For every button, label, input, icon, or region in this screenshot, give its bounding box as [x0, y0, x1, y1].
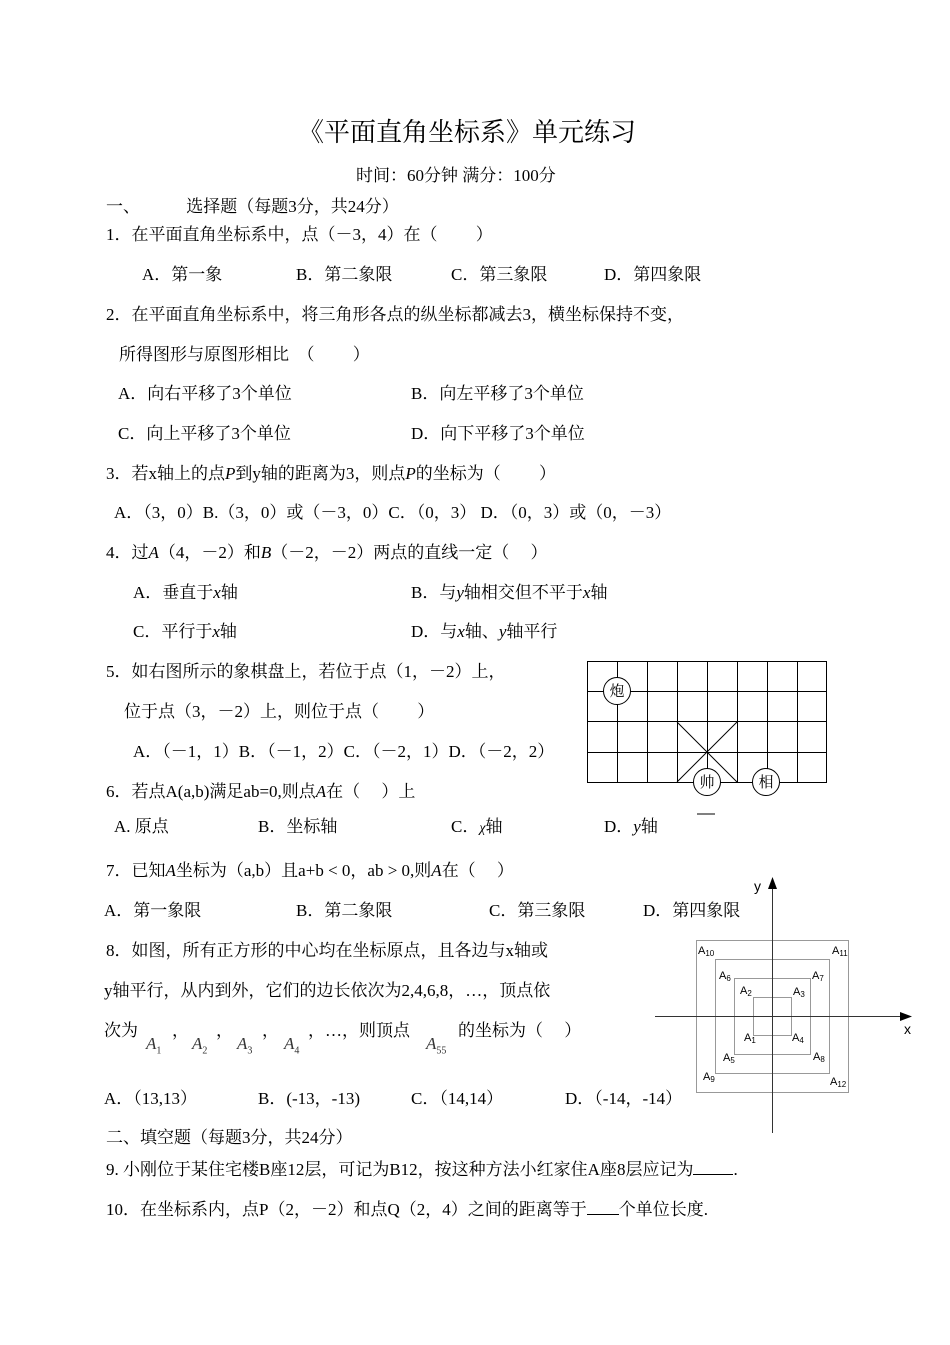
q5-options: A．（－1，1）B．（－1，2）C．（－2，1）D．（－2，2）	[133, 742, 555, 761]
symbol-a4-text: $A_4$	[284, 1034, 300, 1057]
q4-text-3: （－2，－2）两点的直线一定（ ）	[271, 543, 548, 562]
q6-c-chi: χ	[479, 821, 486, 836]
symbol-a55	[426, 1034, 446, 1056]
symbol-a1-text: $A_1$	[146, 1034, 162, 1057]
q6-c-axis: 轴	[485, 817, 503, 836]
q4-option-d	[411, 622, 557, 642]
q6-d-axis: 轴	[640, 817, 658, 836]
q3-text-2: 到y轴的距离为3，则点	[235, 464, 406, 483]
section-title: 选择题（每题3分，共24分）	[186, 197, 399, 216]
q2-option-b: B．向左平移了3个单位	[411, 384, 584, 403]
question-6-stem	[106, 782, 415, 802]
question-8-line-3b: ，…，则顶点	[308, 1021, 410, 1040]
q4-d-y: y	[498, 622, 507, 641]
section-number: 一、	[106, 197, 140, 216]
label-a10: $A_{10}$	[698, 945, 715, 958]
q4-a-text: A．垂直于	[133, 583, 214, 602]
label-a1: $A_1$	[744, 1032, 756, 1045]
q4-d-text2: 轴、	[464, 622, 499, 641]
q3-var-p2: P	[405, 464, 416, 483]
q4-option-c	[133, 622, 237, 642]
q9-answer-blank[interactable]	[693, 1158, 733, 1175]
q1-option-a: A．第一象	[142, 265, 223, 284]
page-title: 《平面直角坐标系》单元练习	[298, 118, 637, 147]
question-5-stem-cont: 位于点（3，－2）上，则位于点（ ）	[124, 702, 435, 721]
q6-c-text: C．	[451, 817, 480, 836]
label-a4: $A_4$	[792, 1032, 804, 1045]
q7-text-3: 在（ ）	[441, 861, 514, 880]
q6-d-y: y	[633, 817, 641, 836]
q4-d-text: D．与	[411, 622, 458, 641]
q10-answer-blank[interactable]	[587, 1198, 619, 1215]
q10-end: 个单位长度.	[618, 1200, 708, 1219]
symbol-a2-text: $A_2$	[192, 1034, 208, 1057]
coordinate-axes-and-squares	[650, 875, 930, 1135]
question-2-stem: 2．在平面直角坐标系中，将三角形各点的纵坐标都减去3，横坐标保持不变，	[106, 305, 684, 324]
symbol-a3-text: $A_3$	[237, 1034, 253, 1057]
q2-option-c: C．向上平移了3个单位	[118, 424, 291, 443]
q4-c-x: x	[212, 622, 220, 641]
q7-option-b: B．第二象限	[296, 901, 393, 920]
label-a3: $A_3$	[793, 986, 805, 999]
q3-options: A．（3，0）B.（3，0）或（－3，0）C．（0，3） D．（0，3）或（0，－3）	[114, 503, 672, 522]
label-a2: $A_2$	[740, 985, 752, 998]
question-5-stem: 5．如右图所示的象棋盘上，若位于点（1，－2）上，	[106, 662, 506, 681]
q6-text-1: 6．若点A(a,b)满足ab=0,则点	[106, 782, 316, 801]
section-heading	[106, 197, 399, 217]
question-1-stem: 1．在平面直角坐标系中，点（－3，4）在（ ）	[106, 225, 493, 244]
question-10	[106, 1198, 708, 1220]
comma-1: ，	[172, 1021, 189, 1040]
q8-option-c: C．（14,14）	[411, 1089, 504, 1108]
q10-text: 10．在坐标系内，点P（2，－2）和点Q（2，4）之间的距离等于	[106, 1200, 587, 1219]
q6-option-d	[604, 817, 658, 837]
symbol-a55-text: $A_{55}$	[426, 1034, 447, 1057]
q6-text-2: 在（ ）上	[326, 782, 416, 801]
section-2-heading: 二、填空题（每题3分，共24分）	[106, 1128, 353, 1147]
q1-option-d: D．第四象限	[604, 265, 702, 284]
label-a12: $A_{12}$	[830, 1076, 847, 1089]
q1-option-b: B．第二象限	[296, 265, 393, 284]
q2-option-d: D．向下平移了3个单位	[411, 424, 585, 443]
q4-b-text2: 轴相交但不平于	[463, 583, 583, 602]
q7-option-a: A．第一象限	[104, 901, 202, 920]
question-8-line-3a: 次为	[104, 1021, 138, 1040]
q3-var-p: P	[225, 464, 236, 483]
q4-text-2: （4，－2）和	[158, 543, 261, 562]
q4-d-x: x	[457, 622, 465, 641]
chess-board-figure	[587, 661, 827, 821]
q4-var-a: A	[148, 543, 159, 562]
symbol-a2	[192, 1034, 207, 1056]
q4-a-axis: 轴	[220, 583, 238, 602]
chess-piece-xiang: 相	[752, 768, 780, 796]
symbol-a3	[237, 1034, 252, 1056]
symbol-a4	[284, 1034, 299, 1056]
q3-text-3: 的坐标为（ ）	[415, 464, 557, 483]
question-8-line-1: 8．如图，所有正方形的中心均在坐标原点，且各边与x轴或	[106, 941, 548, 960]
y-axis-label: y	[754, 878, 761, 894]
question-3-stem	[106, 464, 556, 484]
q8-option-d: D．（-14，-14）	[565, 1089, 683, 1108]
q7-var-a: A	[165, 861, 176, 880]
q9-end: .	[733, 1160, 738, 1179]
q7-text-1: 7．已知	[106, 861, 166, 880]
q4-text-1: 4．过	[106, 543, 149, 562]
question-8-line-3c: 的坐标为（ ）	[458, 1021, 582, 1040]
q7-var-a2: A	[431, 861, 442, 880]
symbol-a1	[146, 1034, 161, 1056]
question-7-stem	[106, 861, 514, 881]
q8-option-b: B．(-13，-13)	[258, 1089, 360, 1108]
question-9	[106, 1158, 738, 1180]
q4-b-x: x	[582, 583, 591, 602]
q7-text-2: 坐标为（a,b）且a+b < 0，ab > 0,则	[175, 861, 432, 880]
q6-option-c	[451, 817, 503, 839]
question-4-stem	[106, 543, 548, 563]
comma-2: ，	[216, 1021, 233, 1040]
label-a11: $A_{11}$	[832, 945, 848, 958]
q4-option-a	[133, 583, 238, 603]
label-a5: $A_5$	[723, 1052, 735, 1065]
exam-info: 时间：60分钟 满分：100分	[356, 166, 556, 185]
label-a6: $A_6$	[719, 970, 731, 983]
q9-text: 9. 小刚位于某住宅楼B座12层，可记为B12，按这种方法小红家住A座8层应记为	[106, 1160, 694, 1179]
q4-b-y: y	[456, 583, 464, 602]
chess-piece-pao: 炮	[603, 677, 631, 705]
question-2-stem-cont: 所得图形与原图形相比 （ ）	[119, 345, 370, 364]
q8-option-a: A．（13,13）	[104, 1089, 198, 1108]
label-a8: $A_8$	[813, 1051, 825, 1064]
q7-option-d: D．第四象限	[643, 901, 741, 920]
question-8-line-2: y轴平行，从内到外，它们的边长依次为2,4,6,8，…，顶点依	[104, 981, 551, 1000]
comma-3: ，	[262, 1021, 279, 1040]
q2-option-a: A．向右平移了3个单位	[118, 384, 292, 403]
label-a7: $A_7$	[812, 970, 824, 983]
q4-b-text: B．与	[411, 583, 457, 602]
x-axis-label: x	[904, 1021, 911, 1037]
q6-d-text: D．	[604, 817, 634, 836]
q4-var-b: B	[260, 543, 272, 562]
nested-squares-figure	[650, 875, 930, 1135]
q4-c-axis: 轴	[219, 622, 237, 641]
q4-option-b	[411, 583, 607, 603]
label-a9: $A_9$	[703, 1071, 715, 1084]
q4-d-text3: 轴平行	[506, 622, 558, 641]
q6-option-a: A. 原点	[114, 817, 169, 836]
q4-b-axis: 轴	[590, 583, 608, 602]
q6-option-b: B．坐标轴	[258, 817, 338, 836]
q4-a-x: x	[213, 583, 221, 602]
q6-var-a: A	[315, 782, 327, 801]
q4-c-text: C．平行于	[133, 622, 213, 641]
q1-option-c: C．第三象限	[451, 265, 548, 284]
q7-option-c: C．第三象限	[489, 901, 586, 920]
q3-text-1: 3．若x轴上的点	[106, 464, 225, 483]
chess-piece-shuai: 帅	[693, 768, 721, 796]
